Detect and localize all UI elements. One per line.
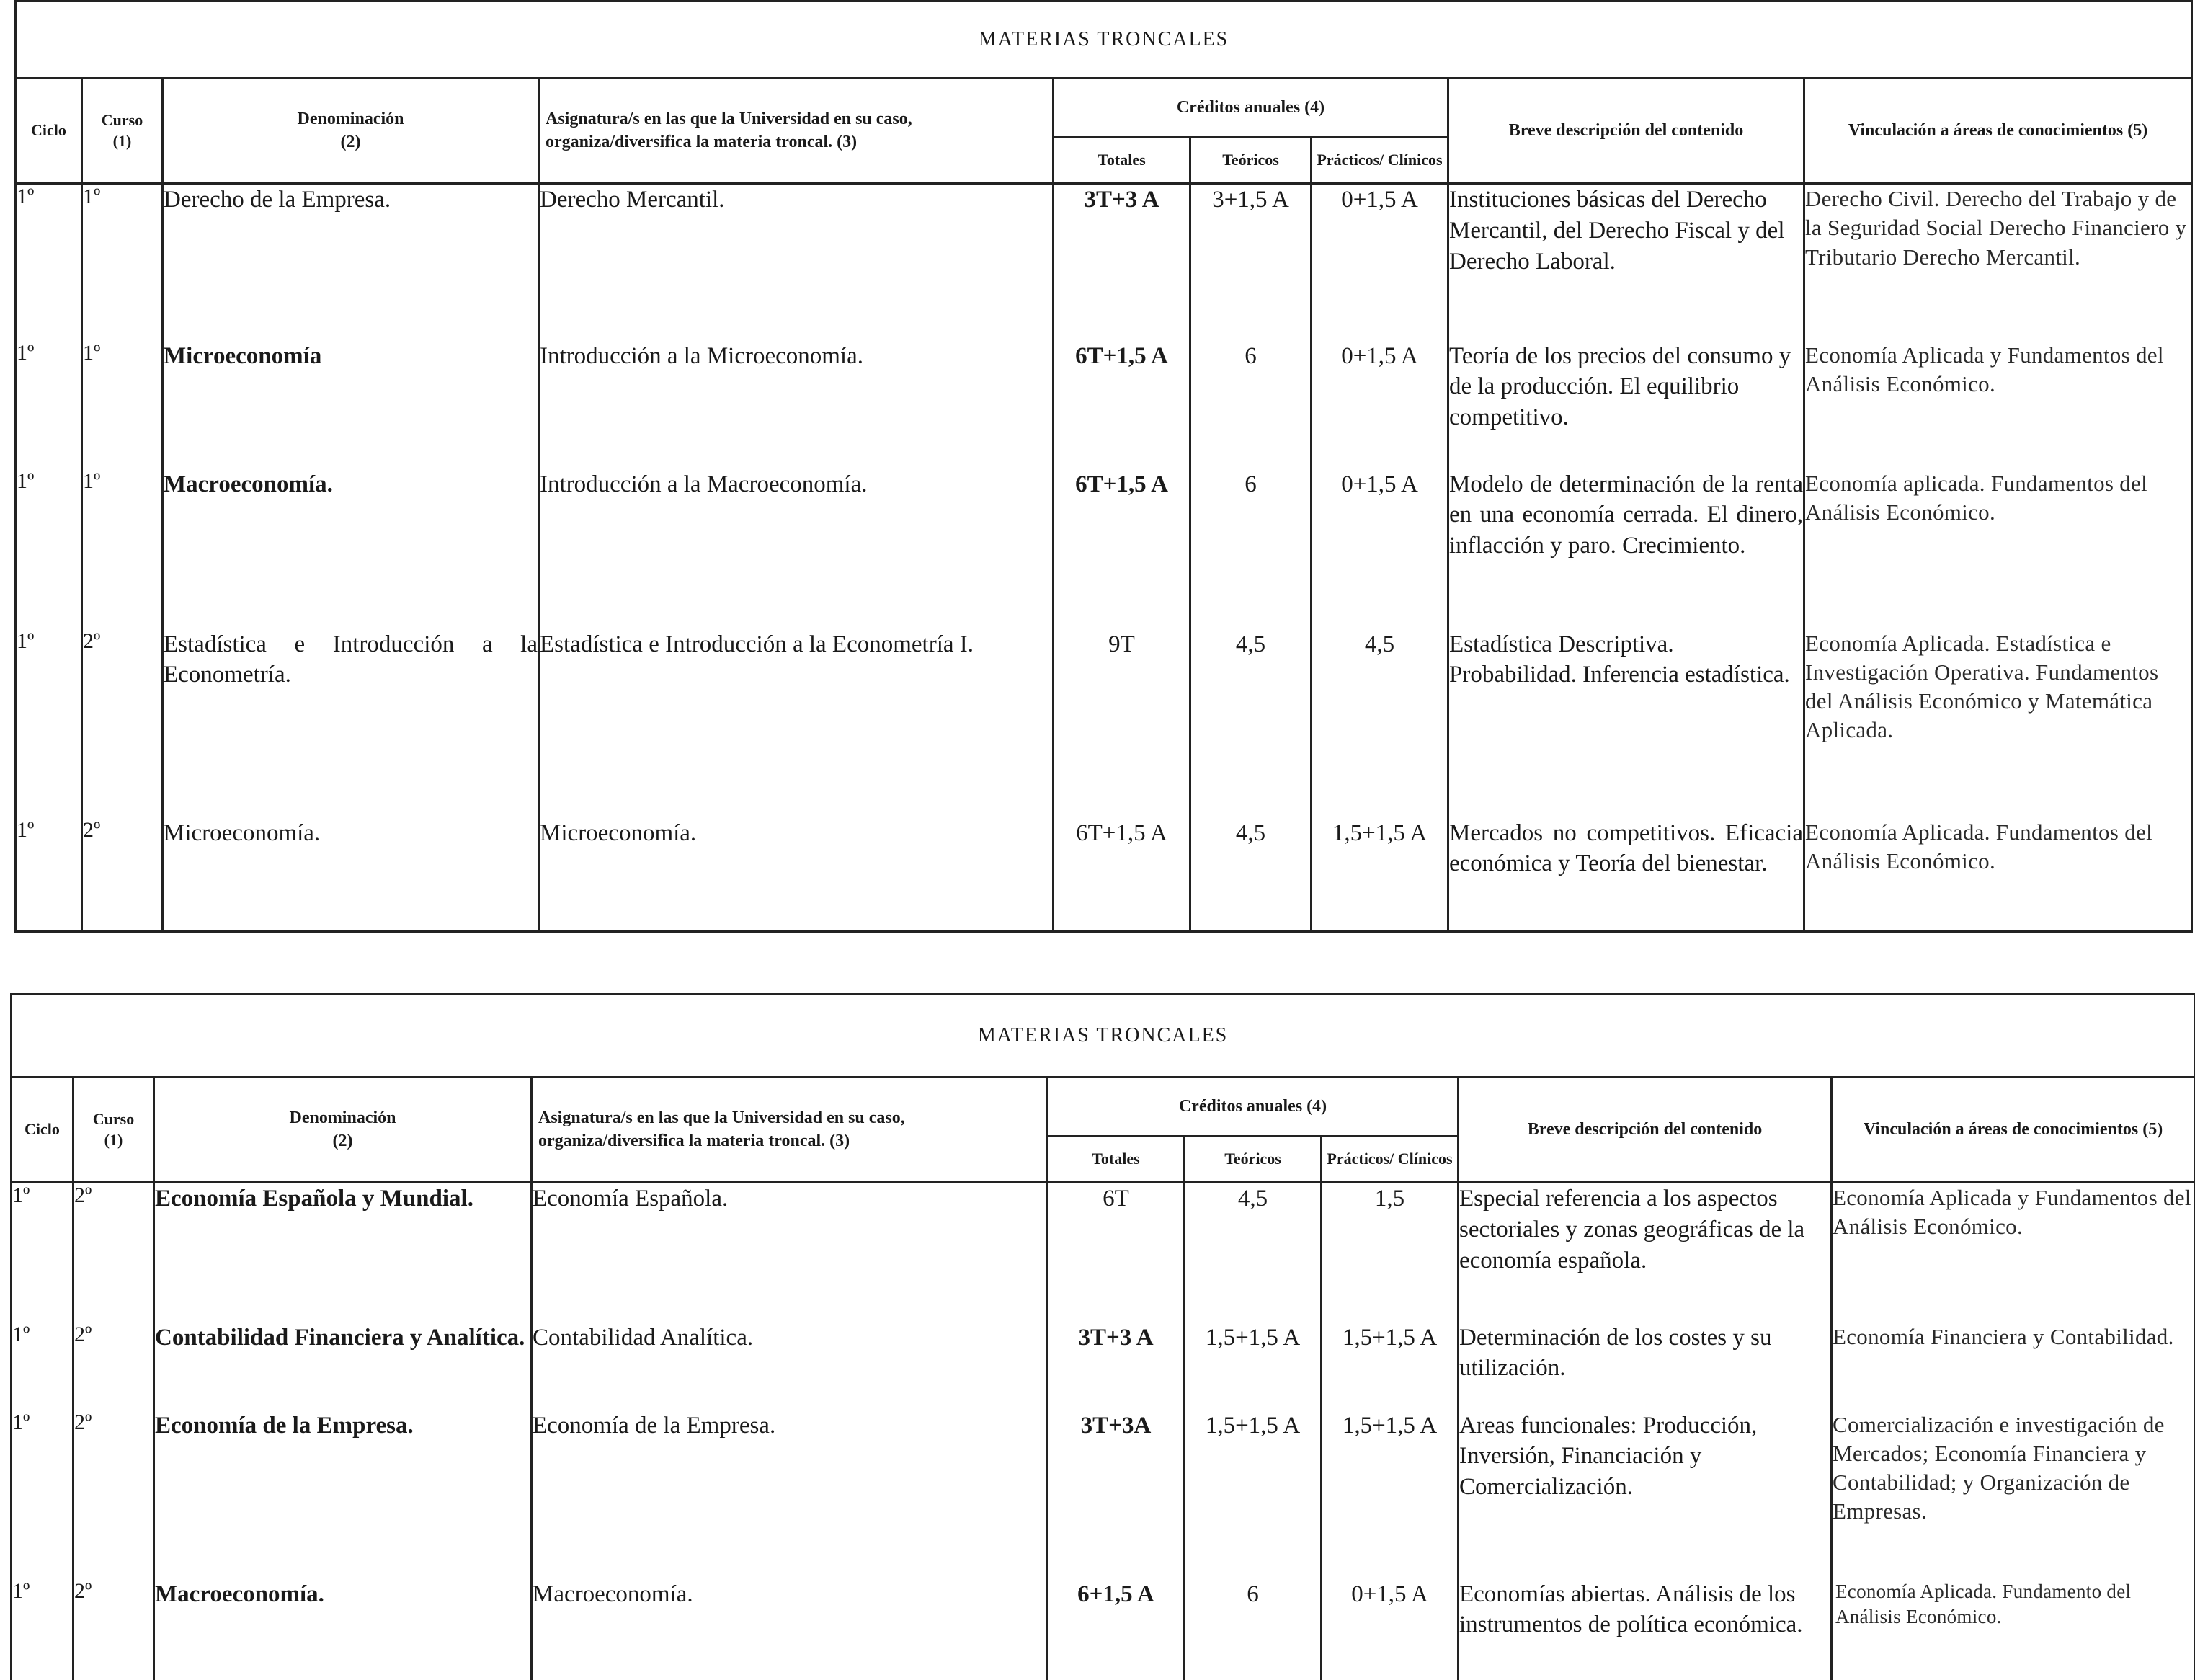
cell-curso: 2º: [82, 629, 163, 818]
cell-asignatura: Introducción a la Macroeconomía.: [539, 469, 1054, 629]
cell-teoricos: 1,5+1,5 A: [1185, 1410, 1322, 1579]
cell-ciclo: 1º: [16, 629, 82, 818]
cell-curso: 2º: [82, 818, 163, 932]
cell-ciclo: 1º: [12, 1183, 74, 1323]
cell-vinculacion: Comercialización e investigación de Mercados; Economía Financiera y Contabilidad; y Organización de Empresas.: [1832, 1410, 2195, 1579]
cell-descripcion: Areas funcionales: Producción, Inversión, Financiación y Comercialización.: [1459, 1410, 1832, 1579]
cell-vinculacion: Economía Aplicada. Fundamento del Análisis Económico.: [1832, 1579, 2195, 1680]
cell-denominacion: Economía Española y Mundial.: [154, 1183, 532, 1323]
header-totales: Totales: [1048, 1137, 1185, 1183]
cell-descripcion: Economías abiertas. Análisis de los instrumentos de política económica.: [1459, 1579, 1832, 1680]
cell-teoricos: 1,5+1,5 A: [1185, 1323, 1322, 1410]
header-ciclo: Ciclo: [12, 1077, 74, 1183]
header-descripcion: Breve descripción del contenido: [1448, 79, 1804, 184]
table-banner: MATERIAS TRONCALES: [12, 995, 2195, 1077]
cell-vinculacion: Economía Aplicada y Fundamentos del Análisis Económico.: [1832, 1183, 2195, 1323]
header-asignaturas: Asignatura/s en las que la Universidad en su caso, organiza/diversifica la materia troncal. (3): [539, 79, 1054, 184]
cell-practicos: 1,5+1,5 A: [1312, 818, 1448, 932]
table-row: [12, 1323, 2195, 1410]
header-practicos: Prácticos/ Clínicos: [1322, 1137, 1459, 1183]
cell-teoricos: 6: [1190, 469, 1312, 629]
cell-vinculacion: Economía Financiera y Contabilidad.: [1832, 1323, 2195, 1410]
cell-practicos: 1,5: [1322, 1183, 1459, 1323]
cell-totales: 6T+1,5 A: [1054, 818, 1190, 932]
header-ciclo: Ciclo: [16, 79, 82, 184]
cell-vinculacion: Economía Aplicada. Estadística e Investigación Operativa. Fundamentos del Análisis Económico y Matemática Aplicada.: [1804, 629, 2192, 818]
cell-practicos: 0+1,5 A: [1322, 1579, 1459, 1680]
header-asignaturas: Asignatura/s en las que la Universidad en su caso, organiza/diversifica la materia troncal. (3): [532, 1077, 1048, 1183]
cell-asignatura: Microeconomía.: [539, 818, 1054, 932]
header-creditos: Créditos anuales (4): [1054, 79, 1448, 138]
header-curso: Curso (1): [74, 1077, 154, 1183]
cell-asignatura: Introducción a la Microeconomía.: [539, 341, 1054, 469]
table-row: [16, 184, 2192, 341]
cell-totales: 6T+1,5 A: [1054, 341, 1190, 469]
cell-curso: 2º: [74, 1323, 154, 1410]
cell-descripcion: Especial referencia a los aspectos sectoriales y zonas geográficas de la economía española.: [1459, 1183, 1832, 1323]
cell-teoricos: 6: [1190, 341, 1312, 469]
cell-vinculacion: Economía Aplicada. Fundamentos del Análisis Económico.: [1804, 818, 2192, 932]
cell-descripcion: Mercados no competitivos. Eficacia económica y Teoría del bienestar.: [1448, 818, 1804, 932]
cell-denominacion: Macroeconomía.: [163, 469, 539, 629]
header-teoricos: Teóricos: [1185, 1137, 1322, 1183]
header-creditos: Créditos anuales (4): [1048, 1077, 1459, 1137]
cell-totales: 3T+3 A: [1054, 184, 1190, 341]
cell-practicos: 1,5+1,5 A: [1322, 1323, 1459, 1410]
cell-totales: 9T: [1054, 629, 1190, 818]
table-banner: MATERIAS TRONCALES: [16, 1, 2192, 79]
cell-practicos: 0+1,5 A: [1312, 469, 1448, 629]
cell-asignatura: Economía Española.: [532, 1183, 1048, 1323]
cell-denominacion: Microeconomía.: [163, 818, 539, 932]
cell-denominacion: Microeconomía: [163, 341, 539, 469]
header-denominacion: Denominación (2): [163, 79, 539, 184]
header-denominacion: Denominación (2): [154, 1077, 532, 1183]
cell-practicos: 0+1,5 A: [1312, 184, 1448, 341]
cell-vinculacion: Derecho Civil. Derecho del Trabajo y de la Seguridad Social Derecho Financiero y Tributario Derecho Mercantil.: [1804, 184, 2192, 341]
cell-vinculacion: Economía aplicada. Fundamentos del Análisis Económico.: [1804, 469, 2192, 629]
cell-asignatura: Estadística e Introducción a la Econometría I.: [539, 629, 1054, 818]
cell-ciclo: 1º: [16, 818, 82, 932]
table-row: [16, 341, 2192, 469]
table-row: [16, 629, 2192, 818]
cell-totales: 6+1,5 A: [1048, 1579, 1185, 1680]
cell-denominacion: Estadística e Introducción a la Econometría.: [163, 629, 539, 818]
cell-asignatura: Contabilidad Analítica.: [532, 1323, 1048, 1410]
cell-teoricos: 4,5: [1190, 818, 1312, 932]
header-totales: Totales: [1054, 138, 1190, 184]
cell-descripcion: Determinación de los costes y su utilización.: [1459, 1323, 1832, 1410]
table-row: [16, 469, 2192, 629]
cell-curso: 1º: [82, 469, 163, 629]
cell-curso: 2º: [74, 1410, 154, 1579]
cell-teoricos: 4,5: [1190, 629, 1312, 818]
cell-teoricos: 4,5: [1185, 1183, 1322, 1323]
cell-ciclo: 1º: [16, 469, 82, 629]
cell-asignatura: Derecho Mercantil.: [539, 184, 1054, 341]
cell-totales: 6T+1,5 A: [1054, 469, 1190, 629]
cell-descripcion: Teoría de los precios del consumo y de la producción. El equilibrio competitivo.: [1448, 341, 1804, 469]
cell-ciclo: 1º: [16, 184, 82, 341]
table-row: [16, 818, 2192, 932]
cell-descripcion: Estadística Descriptiva. Probabilidad. Inferencia estadística.: [1448, 629, 1804, 818]
table-row: [12, 1579, 2195, 1680]
cell-asignatura: Macroeconomía.: [532, 1579, 1048, 1680]
cell-curso: 1º: [82, 184, 163, 341]
troncales-table-1: [14, 0, 2193, 933]
cell-totales: 3T+3 A: [1048, 1323, 1185, 1410]
troncales-table-2: [10, 993, 2195, 1680]
cell-descripcion: Modelo de determinación de la renta en una economía cerrada. El dinero, inflacción y paro. Crecimiento.: [1448, 469, 1804, 629]
cell-totales: 6T: [1048, 1183, 1185, 1323]
table-row: [12, 1410, 2195, 1579]
header-teoricos: Teóricos: [1190, 138, 1312, 184]
cell-denominacion: Macroeconomía.: [154, 1579, 532, 1680]
cell-totales: 3T+3A: [1048, 1410, 1185, 1579]
cell-practicos: 1,5+1,5 A: [1322, 1410, 1459, 1579]
header-vinculacion: Vinculación a áreas de conocimientos (5): [1832, 1077, 2195, 1183]
header-descripcion: Breve descripción del contenido: [1459, 1077, 1832, 1183]
header-curso: Curso (1): [82, 79, 163, 184]
cell-asignatura: Economía de la Empresa.: [532, 1410, 1048, 1579]
cell-ciclo: 1º: [12, 1410, 74, 1579]
cell-practicos: 0+1,5 A: [1312, 341, 1448, 469]
cell-ciclo: 1º: [12, 1579, 74, 1680]
header-practicos: Prácticos/ Clínicos: [1312, 138, 1448, 184]
cell-ciclo: 1º: [12, 1323, 74, 1410]
cell-curso: 2º: [74, 1579, 154, 1680]
cell-denominacion: Economía de la Empresa.: [154, 1410, 532, 1579]
cell-vinculacion: Economía Aplicada y Fundamentos del Análisis Económico.: [1804, 341, 2192, 469]
cell-curso: 2º: [74, 1183, 154, 1323]
cell-teoricos: 3+1,5 A: [1190, 184, 1312, 341]
cell-denominacion: Contabilidad Financiera y Analítica.: [154, 1323, 532, 1410]
table-row: [12, 1183, 2195, 1323]
cell-curso: 1º: [82, 341, 163, 469]
cell-denominacion: Derecho de la Empresa.: [163, 184, 539, 341]
cell-descripcion: Instituciones básicas del Derecho Mercantil, del Derecho Fiscal y del Derecho Laboral.: [1448, 184, 1804, 341]
header-vinculacion: Vinculación a áreas de conocimientos (5): [1804, 79, 2192, 184]
cell-teoricos: 6: [1185, 1579, 1322, 1680]
cell-ciclo: 1º: [16, 341, 82, 469]
cell-practicos: 4,5: [1312, 629, 1448, 818]
